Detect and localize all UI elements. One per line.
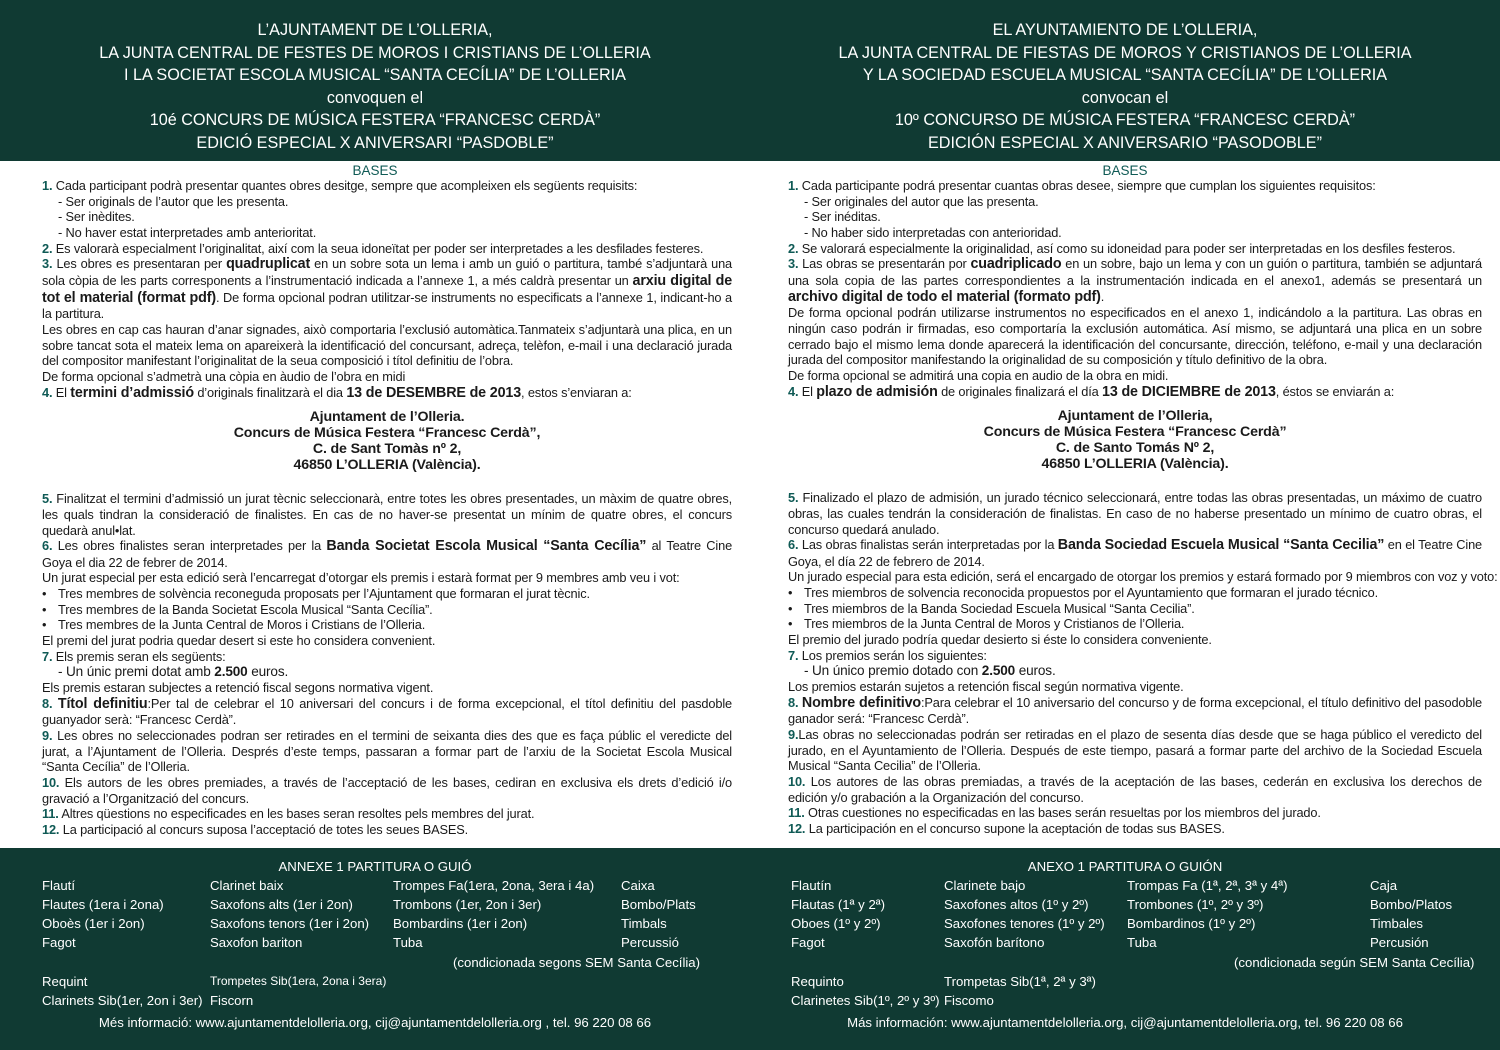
- address-line: C. de Santo Tomás Nº 2,: [1055, 440, 1215, 457]
- header-line: convoquen el: [326, 88, 424, 107]
- emphasis: Títol definitiu: [57, 695, 148, 712]
- contact-info: Más información: www.ajuntamentdelolleria.org, cij@ajuntamentdelolleria.org, tel. 96 220 08 66: [847, 1015, 1403, 1030]
- jury-intro: Un jurat especial per esta edició serà l’encarregat d’otorgar els premis i estarà format per 9 membres amb veu i vot:: [42, 570, 680, 586]
- rule-3: [42, 256, 732, 322]
- rule-number: 7.: [788, 647, 799, 663]
- instrument: Bombardins (1er i 2on): [393, 916, 528, 931]
- instrument: Flautín: [791, 878, 832, 893]
- emphasis: Nombre definitivo: [801, 694, 922, 711]
- header-line: 10é CONCURS DE MÚSICA FESTERA “FRANCESC CERDÀ”: [149, 111, 601, 129]
- requirement: - Ser inèdites.: [58, 209, 135, 225]
- contact-info: Més informació: www.ajuntamentdelolleria.org, cij@ajuntamentdelolleria.org , tel. 96 220 08 66: [98, 1015, 652, 1030]
- rule-4: [42, 385, 732, 402]
- prize-amount: 2.500: [981, 663, 1016, 679]
- annex-footer: [750, 848, 1500, 1050]
- instrument: Bombo/Plats: [621, 897, 696, 912]
- jury-bullet: • Tres miembros de solvencia reconocida propuestos por el Ayuntamiento que formaran el jurado técnico.: [788, 585, 1482, 601]
- prize-currency: euros.: [1018, 663, 1056, 679]
- rule-5: [42, 491, 732, 538]
- rule-text: en un sobre sota un lema i amb un guió o partitura, també s’adjuntarà una sola còpia de les parts corresponents a l’instrumentació indicada a l’annexe 1, a més caldrà presentar un: [42, 256, 733, 288]
- rule-11: [788, 805, 1482, 821]
- rule-number: 3.: [42, 256, 53, 272]
- rule-number: 7.: [42, 648, 53, 664]
- emphasis: cuadriplicado: [970, 256, 1062, 273]
- emphasis: Banda Societat Escola Musical “Santa Cecília”: [326, 538, 647, 555]
- rule-text: Las obras no seleccionadas podrán ser retiradas en el plazo de sesenta días desde que se haga público el veredicto del jurado, en el Ayuntamiento de l’Olleria. Después de este tiempo, pasará a formar parte del archivo de la Sociedad Escuela Musical “Santa Cecilia” de l’Olleria.: [788, 727, 1482, 774]
- instrument: Fagot: [42, 935, 76, 950]
- postal-address: [42, 409, 732, 473]
- rule-text: Altres qüestions no especificades en les bases seran resoltes pels membres del jurat.: [61, 806, 535, 822]
- rule-text: Es valorarà especialment l’originalitat, així com la seua idoneïtat per poder ser interpretades a les desfilades festeres.: [55, 240, 704, 256]
- rule-number: 12.: [42, 821, 60, 837]
- prize-amount: 2.500: [214, 664, 248, 680]
- percussion-note: (condicionada según SEM Santa Cecília): [1234, 955, 1475, 970]
- instrument: Percusión: [1370, 935, 1429, 950]
- rule-number: 10.: [42, 775, 60, 790]
- rule-9: [42, 728, 732, 775]
- rule-7: [42, 649, 732, 665]
- requirement: - No haber sido interpretadas con anterioridad.: [804, 224, 1062, 240]
- jury-intro: Un jurado especial para esta edición, será el encargado de otorgar los premios y estará formado por 9 miembros con voz y voto:: [788, 569, 1498, 585]
- rule-text: Otras cuestiones no especificadas en las bases serán resueltas por los miembros del jurado.: [808, 805, 1321, 821]
- rule-text: , éstos se enviarán a:: [1275, 383, 1395, 399]
- requirement: - Ser inéditas.: [804, 209, 881, 225]
- instrument: Saxofones altos (1º y 2º): [944, 897, 1089, 912]
- rule-number: 2.: [42, 240, 53, 256]
- rule-text: en el Teatre Cine Goya, el día 22 de febrero de 2014.: [788, 537, 1483, 569]
- rule-text: El: [55, 384, 67, 400]
- rule-text: Les obres finalistes seran interpretades per la: [57, 538, 322, 554]
- header-line: EDICIÓN ESPECIAL X ANIVERSARIO “PASODOBLE”: [928, 133, 1322, 152]
- jury-bullet: • Tres miembros de la Banda Sociedad Escuela Musical “Santa Cecilia”.: [788, 601, 1482, 617]
- header-title: [750, 19, 1500, 154]
- rule-10: [42, 775, 732, 806]
- instrument: Fiscorn: [210, 993, 254, 1008]
- rule-text: Los premios serán los siguientes:: [801, 647, 987, 663]
- emphasis: termini d’admissió: [70, 384, 194, 401]
- instrument: Timbals: [621, 916, 667, 931]
- rule-text: de originales finalizará el día: [941, 383, 1099, 399]
- rule-text: Cada participante podrá presentar cuantas obras desee, siempre que cumplan los siguientes requisitos:: [801, 178, 1376, 193]
- instrument: Trompetes Sib(1era, 2ona i 3era): [210, 974, 387, 988]
- rule-3-signature: Les obres en cap cas hauran d’anar signades, això comportaria l’exclusió automàtica.Tanmateix s’adjuntarà una plica, en un sobre tancat sota el mateix lema on apareixerà la identificació del concursant, adreça, telèfon, e-mail i una declaració jurada del compositor manifestant l’originalitat de la seua composició i títol definitiu de l’obra.: [42, 321, 732, 369]
- rule-6: [42, 538, 732, 570]
- rule-5: [788, 490, 1482, 537]
- jury-note: El premio del jurado podría quedar desierto si éste lo considera conveniente.: [788, 632, 1212, 648]
- rule-text: Los autores de las obras premiadas, a través de la aceptación de las bases, cederán en exclusiva los derechos de edición y/o grabación a la Organización del concurso.: [788, 774, 1482, 805]
- rule-number: 4.: [788, 383, 799, 399]
- instrument: Bombo/Platos: [1370, 897, 1453, 912]
- address-line: Ajuntament de l’Olleria,: [1057, 408, 1213, 425]
- rule-6: [788, 537, 1482, 569]
- header-line: I LA SOCIETAT ESCOLA MUSICAL “SANTA CECÍLIA” DE L’OLLERIA: [124, 66, 626, 84]
- header-line: LA JUNTA CENTRAL DE FIESTAS DE MOROS Y CRISTIANOS DE L’OLLERIA: [838, 43, 1412, 62]
- header-banner: [750, 0, 1500, 161]
- rule-number: 12.: [788, 820, 806, 836]
- instrument: Trompetas Sib(1ª, 2ª y 3ª): [944, 974, 1096, 989]
- rule-number: 4.: [42, 384, 53, 400]
- header-banner: [0, 0, 750, 161]
- instrument: Clarinetes Sib(1º, 2º y 3º): [791, 993, 940, 1008]
- rule-11: [42, 806, 732, 822]
- rule-text: Els premis seran els següents:: [55, 648, 226, 664]
- rule-4: [788, 384, 1482, 401]
- emphasis: archivo digital de todo el material (formato pdf): [788, 288, 1101, 305]
- header-line: L’AJUNTAMENT DE L’OLLERIA,: [257, 21, 493, 39]
- instrument: Trompes Fa(1era, 2ona, 3era i 4a): [393, 878, 595, 893]
- address-line: 46850 L’OLLERIA (València).: [293, 457, 481, 474]
- rule-1: [42, 178, 732, 194]
- rule-10: [788, 774, 1482, 805]
- rule-text: en un sobre, bajo un lema y con un guión o partitura, también se adjuntará una sola copia de las partes correspondientes a la instrumentación indicada en el anexo1, además se presentará un: [788, 256, 1483, 288]
- instrument: Requint: [42, 974, 88, 989]
- rule-2: [42, 241, 732, 257]
- rule-number: 9.: [42, 728, 53, 744]
- instrument: Trombones (1º, 2º y 3º): [1127, 897, 1264, 912]
- instrument: Caixa: [621, 878, 655, 893]
- rule-number: 8.: [788, 694, 799, 710]
- rule-12: [788, 821, 1482, 837]
- rule-number: 5.: [788, 490, 799, 506]
- bases-heading: BASES: [1102, 163, 1148, 178]
- annex-title: ANNEXE 1 PARTITURA O GUIÓ: [278, 859, 472, 874]
- prize-line: [42, 664, 732, 680]
- annex-footer: [0, 848, 750, 1050]
- rule-text: :Para celebrar el 10 aniversario del concurso y de forma excepcional, el título definitivo del pasodoble ganador será: “Francesc Cerdà”.: [788, 694, 1483, 727]
- rule-text: Les obres no seleccionades podran ser retirades en el termini de seixanta dies des que es faça públic el veredicte del jurat, a l’Ajuntament de l’Olleria. Després d’este temps, passaran a formar part de l’arxiu de la Societat Escola Musical “Santa Cecília” de l’Olleria.: [42, 728, 732, 775]
- instrument: Tuba: [393, 935, 423, 950]
- rule-8: [42, 696, 732, 728]
- rule-3: [788, 256, 1482, 305]
- bases-heading: BASES: [352, 163, 398, 178]
- percussion-note: (condicionada segons SEM Santa Cecília): [453, 955, 701, 970]
- spanish-column: [750, 0, 1500, 1050]
- rule-text: .: [1100, 288, 1105, 304]
- rules-text: [788, 178, 1498, 837]
- emphasis: arxiu digital de tot el material (format pdf): [42, 272, 733, 306]
- instrument: Oboes (1º y 2º): [791, 916, 881, 931]
- instrument: Clarinete bajo: [944, 878, 1026, 893]
- rule-number: 9.: [788, 727, 799, 743]
- postal-address: [788, 408, 1482, 472]
- tax-note: Els premis estaran subjectes a retenció fiscal segons normativa vigent.: [42, 680, 434, 696]
- instrument: Saxofons tenors (1er i 2on): [210, 916, 370, 931]
- rule-3-audio: De forma opcional s’admetrà una còpia en àudio de l’obra en midi: [42, 368, 406, 384]
- jury-bullet: • Tres membres de la Banda Societat Escola Musical “Santa Cecília”.: [42, 602, 732, 618]
- rule-3-audio: De forma opcional se admitirá una copia en audio de la obra en midi.: [788, 367, 1169, 383]
- instrument: Flautas (1ª y 2ª): [791, 897, 886, 912]
- rule-text: Las obras finalistas serán interpretadas por la: [801, 537, 1055, 553]
- emphasis: quadruplicat: [226, 256, 311, 273]
- rule-text: Cada participant podrà presentar quantes obres desitge, sempre que acompleixen els següents requisits:: [55, 178, 638, 193]
- header-line: 10º CONCURSO DE MÚSICA FESTERA “FRANCESC CERDÀ”: [894, 111, 1356, 129]
- requirement: - Ser originals de l’autor que les presenta.: [58, 193, 289, 209]
- rule-text: Finalitzat el termini d’admissió un jurat tècnic seleccionarà, entre totes les obres presentades, un màxim de quatre obres, les quals tindran la consideració de finalistes. En cas de no haver-se presentat un mínim de quatre obres, el concurs quedarà anul•lat.: [42, 491, 733, 538]
- prize-line: [788, 663, 1482, 679]
- tax-note: Los premios estarán sujetos a retención fiscal según normativa vigente.: [788, 679, 1184, 695]
- address-line: Concurs de Música Festera “Francesc Cerdà”: [983, 424, 1287, 441]
- rule-2: [788, 241, 1482, 257]
- instrument: Saxofons alts (1er i 2on): [210, 897, 353, 912]
- jury-note: El premi del jurat podria quedar desert si este ho considera convenient.: [42, 633, 436, 649]
- instrument: Clarinets Sib(1er, 2on i 3er): [42, 993, 203, 1008]
- instrument: Requinto: [791, 974, 844, 989]
- rule-text: La participació al concurs suposa l’acceptació de totes les seues BASES.: [62, 821, 469, 837]
- deadline-date: 13 de DICIEMBRE de 2013: [1102, 383, 1276, 400]
- rule-number: 5.: [42, 491, 53, 507]
- instrument: Saxofon bariton: [210, 935, 303, 950]
- instrument: Bombardinos (1º y 2º): [1127, 916, 1256, 931]
- jury-bullet: • Tres membres de solvència reconeguda proposats per l’Ajuntament que formaran el jurat tècnic.: [42, 586, 732, 602]
- rule-number: 11.: [788, 805, 805, 821]
- instrument: Fiscomo: [944, 993, 994, 1008]
- rule-number: 6.: [42, 538, 53, 554]
- rule-text: Las obras se presentarán por: [802, 256, 967, 272]
- instrument: Tuba: [1127, 935, 1157, 950]
- rule-number: 11.: [42, 806, 59, 822]
- rule-text: . De forma opcional podran utilitzar-se instruments no especificats a l’annexe 1, indicant-ho a la partitura.: [42, 289, 732, 322]
- address-line: C. de Sant Tomàs nº 2,: [312, 441, 462, 458]
- jury-bullet: • Tres miembros de la Junta Central de Moros y Cristianos de l’Olleria.: [788, 616, 1482, 632]
- rule-3-signature: De forma opcional podrán utilizarse instrumentos no especificados en el anexo 1, indicándolo a la partitura. Las obras en ningún caso podrán ir firmadas, eso comportaría la exclusión automática. Así mismo, se adjuntará una plica en un sobre cerrado bajo el mismo lema donde aparecerá la identificación del concursante, dirección, teléfono, e-mail y una declaración jurada del compositor manifestando la originalidad de su composición y título definitivo de la obra.: [788, 305, 1482, 368]
- instrument: Caja: [1370, 878, 1398, 893]
- header-line: convocan el: [1081, 88, 1169, 107]
- rule-text: Se valorará especialmente la originalidad, así como su idoneidad para poder ser interpretadas en los desfiles festeros.: [801, 240, 1456, 256]
- rule-text: :Per tal de celebrar el 10 aniversari del concurs i de forma excepcional, el títol definitiu del pasdoble guanyador serà: “Francesc Cerdà”.: [42, 695, 732, 728]
- rule-number: 1.: [42, 178, 53, 193]
- rule-text: La participación en el concurso supone la aceptación de todas sus BASES.: [808, 820, 1225, 836]
- header-title: [0, 19, 750, 154]
- header-line: Y LA SOCIEDAD ESCUELA MUSICAL “SANTA CECÍLIA” DE L’OLLERIA: [862, 66, 1388, 84]
- instrument: Trombons (1er, 2on i 3er): [393, 897, 542, 912]
- deadline-date: 13 de DESEMBRE de 2013: [346, 384, 522, 401]
- rule-text: Finalizado el plazo de admisión, un jurado técnico seleccionará, entre todas las obras presentadas, un máximo de cuatro obras, las cuales tendrán la consideración de finalistas. En caso de no haberse presentado un mínimo de cuatro obras, el concurso quedará anulado.: [788, 490, 1483, 537]
- rule-7: [788, 648, 1482, 664]
- rule-1: [788, 178, 1482, 194]
- annex-title: ANEXO 1 PARTITURA O GUIÓN: [1027, 859, 1223, 874]
- instrument: Percussió: [621, 935, 679, 950]
- rule-9: [788, 727, 1482, 774]
- instrument: Flautí: [42, 878, 75, 893]
- rule-text: al Teatre Cine Goya el dia 22 de febrer de 2014.: [42, 538, 733, 570]
- prize-currency: euros.: [251, 664, 289, 680]
- rule-text: , estos s’enviaran a:: [521, 384, 632, 400]
- prize-text: - Un único premio dotado con: [804, 663, 979, 679]
- address-line: 46850 L’OLLERIA (València).: [1041, 456, 1229, 473]
- instrument: Trompas Fa (1ª, 2ª, 3ª y 4ª): [1127, 878, 1288, 893]
- header-line: EDICIÓ ESPECIAL X ANIVERSARI “PASDOBLE”: [196, 133, 554, 152]
- header-line: EL AYUNTAMIENTO DE L’OLLERIA,: [992, 21, 1258, 39]
- requirement: - Ser originales del autor que las presenta.: [804, 193, 1039, 209]
- rule-number: 2.: [788, 240, 799, 256]
- instrument: Oboès (1er i 2on): [42, 916, 145, 931]
- rule-text: Les obres es presentaran per: [56, 256, 223, 272]
- instrument: Saxofón barítono: [944, 935, 1045, 950]
- emphasis: plazo de admisión: [816, 383, 938, 400]
- instrument: Flautes (1era i 2ona): [42, 897, 164, 912]
- rule-number: 6.: [788, 537, 799, 553]
- prize-text: - Un únic premi dotat amb: [58, 664, 211, 680]
- rule-8: [788, 695, 1482, 727]
- instrument: Timbales: [1370, 916, 1424, 931]
- rule-number: 1.: [788, 178, 799, 193]
- rule-number: 10.: [788, 774, 806, 789]
- instrument: Saxofones tenores (1º y 2º): [944, 916, 1105, 931]
- instrument: Clarinet baix: [210, 878, 284, 893]
- header-line: LA JUNTA CENTRAL DE FESTES DE MOROS I CRISTIANS DE L’OLLERIA: [99, 43, 651, 62]
- rule-text: d’originals finalitzarà el dia: [197, 384, 343, 400]
- emphasis: Banda Sociedad Escuela Musical “Santa Cecilia”: [1057, 537, 1385, 554]
- rule-text: Els autors de les obres premiades, a través de l’acceptació de les bases, cediran en exclusiva els drets d’edició i/o gravació a l’Organització del concurs.: [42, 775, 732, 806]
- rule-12: [42, 822, 732, 838]
- jury-bullet: • Tres membres de la Junta Central de Moros i Cristians de l’Olleria.: [42, 617, 732, 633]
- instrument: Fagot: [791, 935, 825, 950]
- rule-number: 3.: [788, 256, 799, 272]
- address-line: Concurs de Música Festera “Francesc Cerdà”,: [233, 425, 541, 442]
- address-line: Ajuntament de l’Olleria.: [309, 409, 465, 426]
- rule-number: 8.: [42, 695, 53, 711]
- requirement: - No haver estat interpretades amb anterioritat.: [58, 224, 317, 240]
- rules-text: [42, 178, 732, 838]
- rule-text: El: [801, 383, 813, 399]
